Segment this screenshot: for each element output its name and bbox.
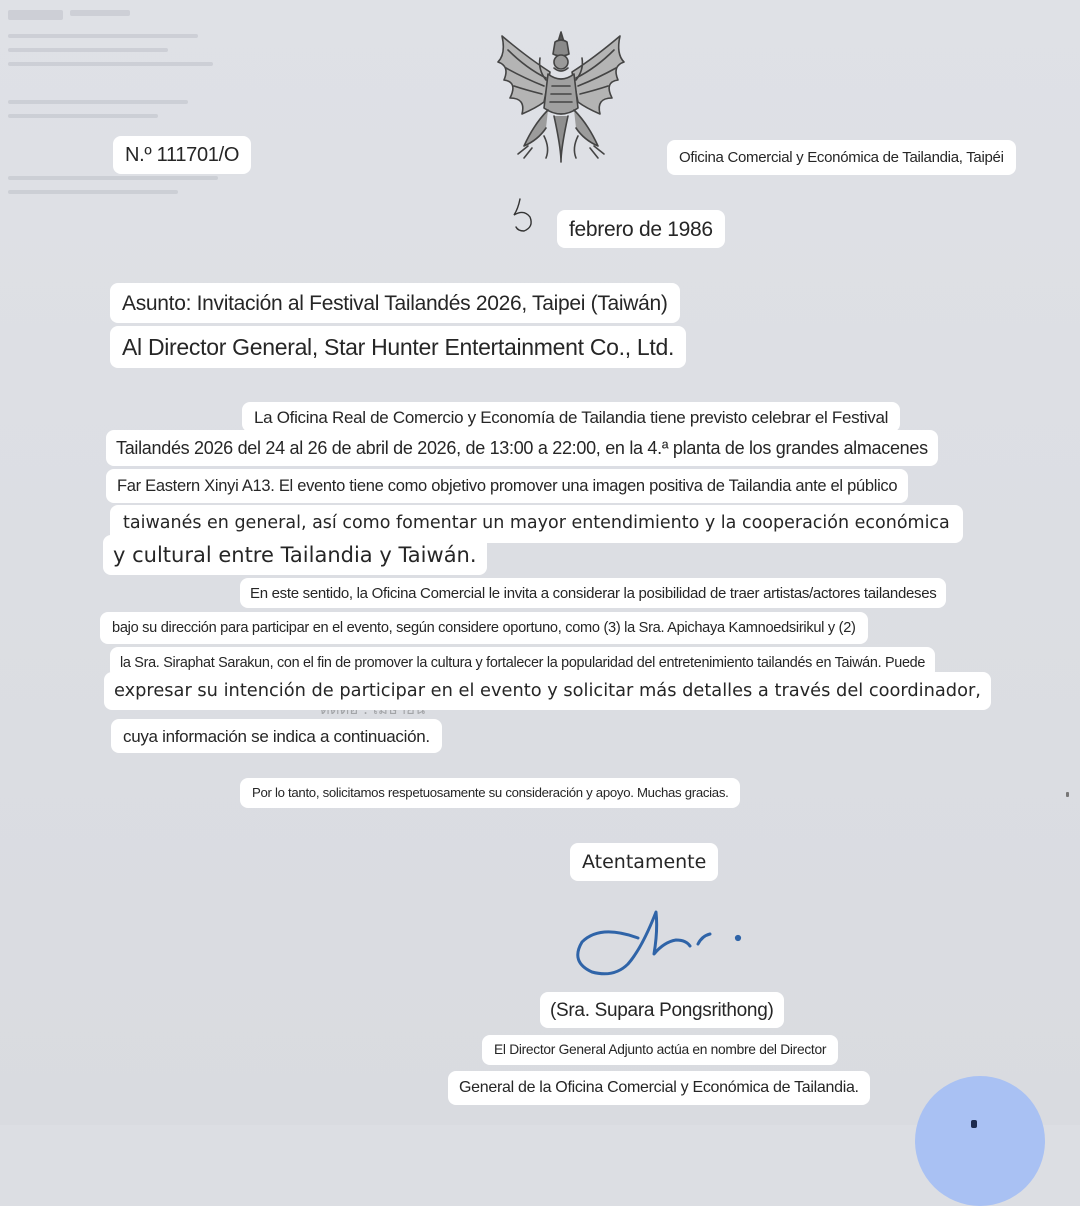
recipient-line: Al Director General, Star Hunter Entertainment Co., Ltd. xyxy=(110,326,686,368)
body-line: Far Eastern Xinyi A13. El evento tiene como objetivo promover una imagen positiva de Tailandia ante el público xyxy=(106,469,908,503)
closing-request: Por lo tanto, solicitamos respetuosamente su consideración y apoyo. Muchas gracias. xyxy=(240,778,740,808)
body-line: cuya información se indica a continuación. xyxy=(111,719,442,753)
office-header: Oficina Comercial y Económica de Tailandia, Taipéi xyxy=(667,140,1016,175)
body-line: y cultural entre Tailandia y Taiwán. xyxy=(103,535,487,575)
scan-speck xyxy=(1066,792,1069,797)
body-line: Tailandés 2026 del 24 al 26 de abril de 2026, de 13:00 a 22:00, en la 4.ª planta de los grandes almacenes xyxy=(106,430,938,466)
signatory-title-line-1: El Director General Adjunto actúa en nombre del Director xyxy=(482,1035,838,1065)
body-line: taiwanés en general, así como fomentar un mayor entendimiento y la cooperación económica xyxy=(110,505,963,543)
body-line: bajo su dirección para participar en el evento, según considere oportuno, como (3) la Sra. Apichaya Kamnoedsirikul y (2) xyxy=(100,612,868,644)
signatory-title-line-2: General de la Oficina Comercial y Económica de Tailandia. xyxy=(448,1071,870,1105)
floating-action-button[interactable] xyxy=(915,1076,1045,1206)
body-line: expresar su intención de participar en el evento y solicitar más detalles a través del coordinador, xyxy=(104,672,991,710)
fab-icon xyxy=(971,1120,977,1128)
handwritten-signature xyxy=(570,898,750,988)
handwritten-day xyxy=(508,195,538,237)
body-line: la Sra. Siraphat Sarakun, con el fin de promover la cultura y fortalecer la popularidad del entretenimiento tailandés en Taiwán. Puede xyxy=(110,647,935,679)
reference-number: N.º 111701/O xyxy=(113,136,251,174)
signatory-name: (Sra. Supara Pongsrithong) xyxy=(540,992,784,1028)
body-line: La Oficina Real de Comercio y Economía de Tailandia tiene previsto celebrar el Festival xyxy=(242,402,900,432)
subject-line: Asunto: Invitación al Festival Tailandés 2026, Taipei (Taiwán) xyxy=(110,283,680,323)
salutation: Atentamente xyxy=(570,843,718,881)
body-line: En este sentido, la Oficina Comercial le invita a considerar la posibilidad de traer artistas/actores tailandeses xyxy=(240,578,946,608)
letter-date: febrero de 1986 xyxy=(557,210,725,248)
garuda-emblem-icon xyxy=(488,28,634,170)
